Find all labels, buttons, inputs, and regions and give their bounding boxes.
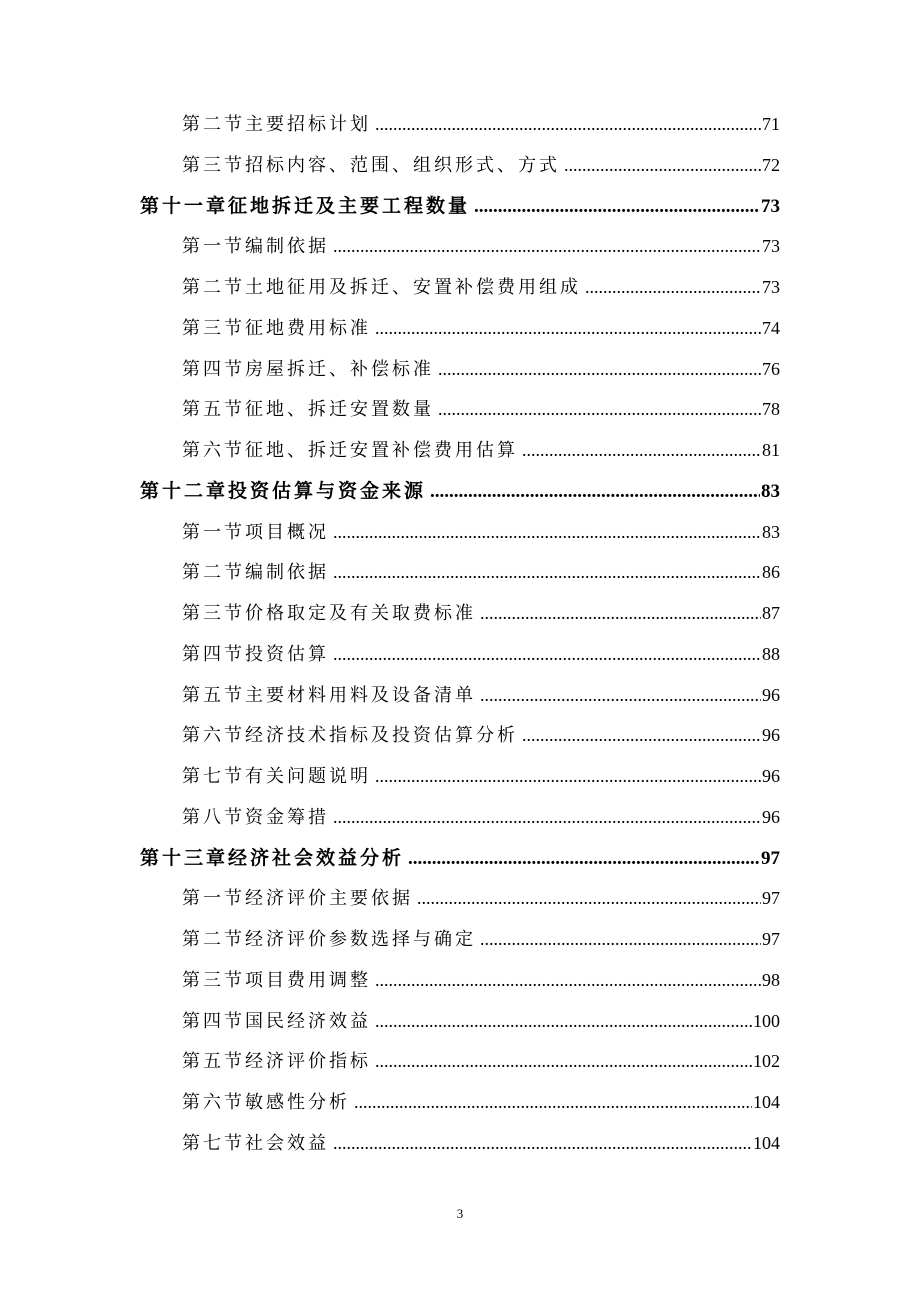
toc-entry-title: 经济社会效益分析 xyxy=(228,846,405,869)
page-number: 3 xyxy=(456,1206,464,1221)
toc-entry-section[interactable] xyxy=(0,797,780,838)
toc-entry-page: 88 xyxy=(762,643,780,664)
toc-dot-leader xyxy=(375,1041,752,1082)
toc-entry-section[interactable] xyxy=(0,145,780,186)
toc-dot-leader xyxy=(480,919,761,960)
table-of-contents xyxy=(0,104,920,1164)
toc-entry-number: 第二节 xyxy=(182,562,245,584)
toc-entry-section[interactable] xyxy=(0,593,780,634)
toc-entry-page: 73 xyxy=(762,236,780,257)
toc-entry-page: 98 xyxy=(762,969,780,990)
toc-entry-number: 第十二章 xyxy=(140,479,229,502)
toc-entry-title: 主要招标计划 xyxy=(245,114,371,135)
toc-entry-page: 81 xyxy=(762,440,780,460)
toc-entry-page: 96 xyxy=(762,766,780,786)
toc-entry-title: 经济评价参数选择与确定 xyxy=(245,929,476,950)
toc-entry-title: 征地、拆迁安置数量 xyxy=(245,399,434,421)
toc-entry-page: 71 xyxy=(762,114,780,134)
toc-entry-number: 第四节 xyxy=(182,643,245,665)
toc-entry-title: 征地、拆迁安置补偿费用估算 xyxy=(245,440,518,461)
toc-dot-leader xyxy=(333,226,761,267)
toc-entry-page: 78 xyxy=(762,399,780,420)
toc-dot-leader xyxy=(375,1001,752,1042)
toc-dot-leader xyxy=(480,675,761,716)
toc-dot-leader xyxy=(417,878,761,919)
toc-entry-number: 第六节 xyxy=(182,1092,245,1113)
toc-entry-number: 第三节 xyxy=(182,603,245,624)
toc-entry-section[interactable] xyxy=(0,226,780,267)
toc-entry-section[interactable] xyxy=(0,512,780,553)
toc-entry-number: 第六节 xyxy=(182,440,245,461)
toc-entry-title: 招标内容、范围、组织形式、方式 xyxy=(245,154,560,176)
toc-entry-number: 第一节 xyxy=(182,888,245,910)
toc-entry-title: 国民经济效益 xyxy=(245,1010,371,1032)
toc-dot-leader xyxy=(333,797,761,838)
toc-entry-section[interactable] xyxy=(0,715,780,756)
toc-entry-page: 96 xyxy=(762,684,780,705)
toc-entry-page: 104 xyxy=(753,1092,780,1112)
toc-entry-number: 第一节 xyxy=(182,236,245,258)
toc-entry-number: 第三节 xyxy=(182,969,245,991)
toc-entry-title: 项目概况 xyxy=(245,521,329,543)
toc-entry-number: 第五节 xyxy=(182,399,245,421)
toc-dot-leader xyxy=(522,715,761,756)
toc-dot-leader xyxy=(333,634,761,675)
toc-entry-section[interactable] xyxy=(0,1041,780,1082)
toc-dot-leader xyxy=(375,960,761,1001)
toc-entry-page: 74 xyxy=(762,317,780,338)
toc-entry-page: 73 xyxy=(762,277,780,297)
toc-entry-title: 价格取定及有关取费标准 xyxy=(245,603,476,624)
toc-entry-number: 第二节 xyxy=(182,114,245,135)
toc-entry-section[interactable] xyxy=(0,878,780,919)
toc-entry-number: 第三节 xyxy=(182,154,245,176)
toc-entry-chapter[interactable] xyxy=(0,186,780,227)
toc-entry-section[interactable] xyxy=(0,634,780,675)
toc-entry-page: 87 xyxy=(762,603,780,623)
toc-entry-page: 104 xyxy=(753,1132,780,1153)
toc-entry-page: 97 xyxy=(762,888,780,909)
toc-entry-title: 房屋拆迁、补偿标准 xyxy=(245,358,434,380)
toc-entry-title: 社会效益 xyxy=(245,1132,329,1154)
toc-entry-number: 第四节 xyxy=(182,358,245,380)
toc-entry-chapter[interactable] xyxy=(0,471,780,512)
toc-entry-number: 第十一章 xyxy=(140,194,229,217)
toc-entry-page: 102 xyxy=(753,1051,780,1072)
toc-dot-leader xyxy=(474,187,760,228)
toc-entry-section[interactable] xyxy=(0,1123,780,1164)
toc-entry-title: 经济评价主要依据 xyxy=(245,888,413,910)
toc-entry-page: 83 xyxy=(761,480,780,502)
toc-dot-leader xyxy=(408,839,760,880)
toc-entry-page: 86 xyxy=(762,562,780,583)
toc-entry-number: 第十三章 xyxy=(140,846,229,869)
toc-entry-number: 第二节 xyxy=(182,929,245,950)
toc-entry-page: 76 xyxy=(762,358,780,379)
toc-entry-page: 100 xyxy=(753,1010,780,1031)
toc-entry-section[interactable] xyxy=(0,104,780,145)
toc-entry-number: 第四节 xyxy=(182,1010,245,1032)
toc-entry-number: 第五节 xyxy=(182,684,245,706)
toc-entry-title: 投资估算与资金来源 xyxy=(228,479,427,502)
toc-entry-title: 编制依据 xyxy=(245,562,329,584)
toc-dot-leader xyxy=(430,472,760,513)
toc-dot-leader xyxy=(585,267,761,308)
toc-entry-page: 83 xyxy=(762,521,780,542)
toc-entry-number: 第六节 xyxy=(182,725,245,747)
toc-dot-leader xyxy=(375,104,761,145)
toc-entry-number: 第二节 xyxy=(182,277,245,298)
toc-entry-title: 征地拆迁及主要工程数量 xyxy=(228,194,471,217)
toc-dot-leader xyxy=(333,552,761,593)
toc-entry-title: 敏感性分析 xyxy=(245,1092,350,1113)
toc-entry-page: 96 xyxy=(762,725,780,746)
toc-entry-section[interactable] xyxy=(0,756,780,797)
toc-entry-chapter[interactable] xyxy=(0,838,780,879)
toc-entry-number: 第七节 xyxy=(182,766,245,787)
toc-dot-leader xyxy=(375,308,761,349)
toc-entry-page: 97 xyxy=(762,929,780,949)
toc-entry-section[interactable] xyxy=(0,349,780,390)
toc-entry-section[interactable] xyxy=(0,1082,780,1123)
toc-dot-leader xyxy=(438,349,761,390)
toc-entry-section[interactable] xyxy=(0,552,780,593)
toc-entry-title: 经济技术指标及投资估算分析 xyxy=(245,725,518,747)
toc-entry-section[interactable] xyxy=(0,960,780,1001)
toc-dot-leader xyxy=(333,512,761,553)
toc-dot-leader xyxy=(480,593,761,634)
toc-entry-page: 97 xyxy=(761,847,780,869)
toc-entry-number: 第八节 xyxy=(182,806,245,828)
toc-entry-page: 73 xyxy=(761,195,780,217)
toc-entry-section[interactable] xyxy=(0,675,780,716)
toc-entry-title: 经济评价指标 xyxy=(245,1051,371,1073)
toc-entry-title: 编制依据 xyxy=(245,236,329,258)
toc-dot-leader xyxy=(354,1082,752,1123)
toc-entry-number: 第五节 xyxy=(182,1051,245,1073)
toc-entry-title: 资金筹措 xyxy=(245,806,329,828)
toc-entry-section[interactable] xyxy=(0,267,780,308)
toc-entry-title: 投资估算 xyxy=(245,643,329,665)
toc-entry-title: 主要材料用料及设备清单 xyxy=(245,684,476,706)
toc-entry-title: 项目费用调整 xyxy=(245,969,371,991)
toc-entry-section[interactable] xyxy=(0,308,780,349)
toc-entry-title: 征地费用标准 xyxy=(245,317,371,339)
toc-entry-page: 96 xyxy=(762,806,780,827)
toc-entry-number: 第一节 xyxy=(182,521,245,543)
toc-dot-leader xyxy=(333,1123,752,1164)
toc-dot-leader xyxy=(564,145,761,186)
toc-entry-number: 第三节 xyxy=(182,317,245,339)
toc-dot-leader xyxy=(522,430,761,471)
toc-dot-leader xyxy=(375,756,761,797)
toc-entry-number: 第七节 xyxy=(182,1132,245,1154)
toc-entry-section[interactable] xyxy=(0,389,780,430)
toc-entry-section[interactable] xyxy=(0,1001,780,1042)
toc-entry-title: 有关问题说明 xyxy=(245,766,371,787)
toc-dot-leader xyxy=(438,389,761,430)
toc-entry-section[interactable] xyxy=(0,919,780,960)
toc-entry-title: 土地征用及拆迁、安置补偿费用组成 xyxy=(245,277,581,298)
toc-entry-page: 72 xyxy=(762,154,780,175)
toc-entry-section[interactable] xyxy=(0,430,780,471)
